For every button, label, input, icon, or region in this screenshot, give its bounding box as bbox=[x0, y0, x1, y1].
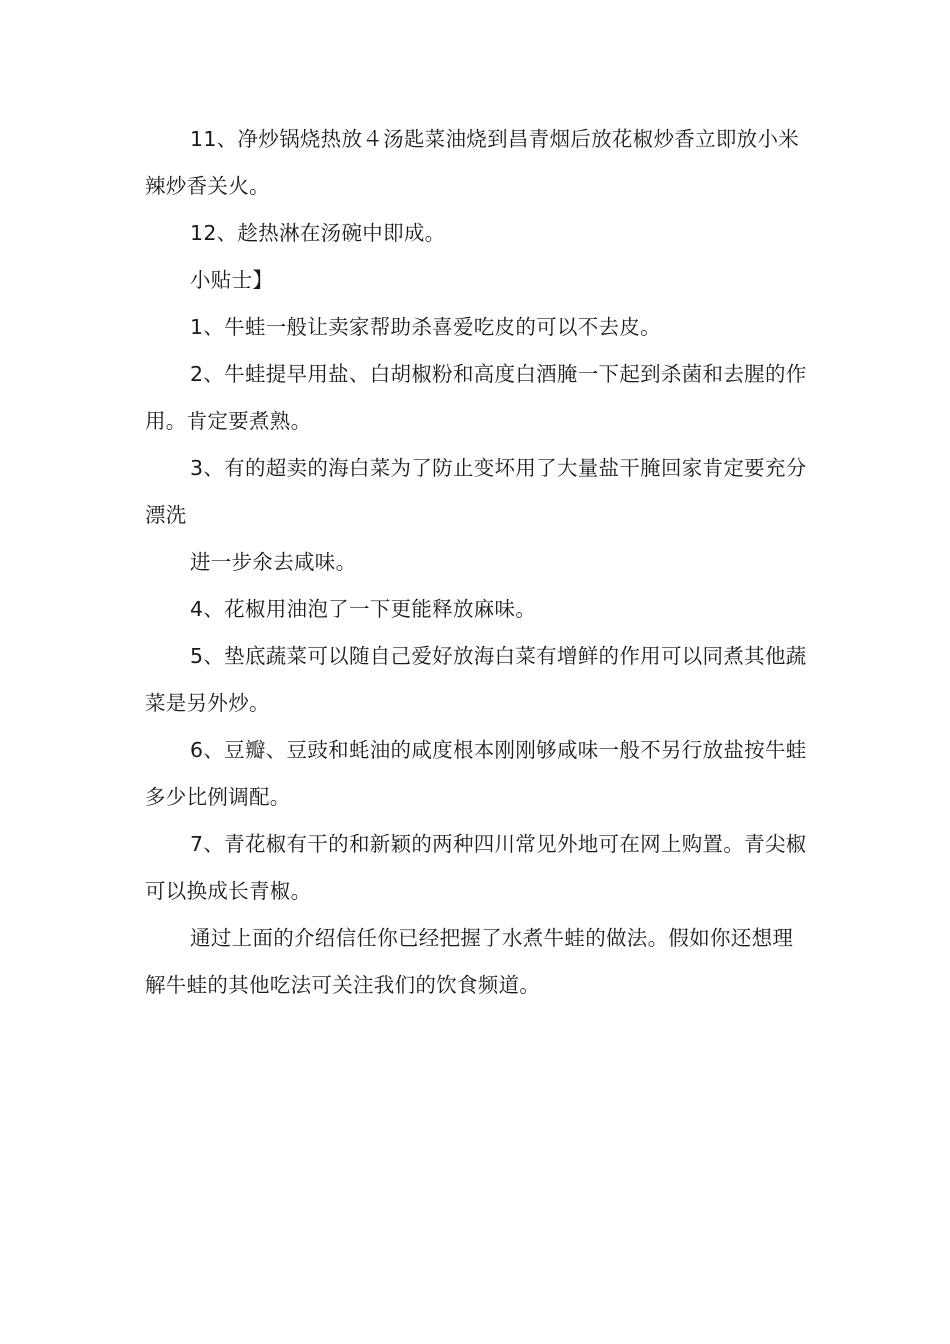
paragraph-tips-heading: 小贴士】 bbox=[190, 268, 274, 292]
paragraph-tip-3-continued: 进一步氽去咸味。 bbox=[190, 550, 357, 574]
paragraph-step-12: 12、趁热淋在汤碗中即成。 bbox=[190, 221, 446, 245]
paragraph-tip-6: 6、豆瓣、豆豉和蚝油的咸度根本刚刚够咸味一般不另行放盐按牛蛙多少比例调配。 bbox=[145, 738, 807, 809]
paragraph-tip-7: 7、青花椒有干的和新颖的两种四川常见外地可在网上购置。青尖椒可以换成长青椒。 bbox=[145, 832, 807, 903]
paragraph-conclusion: 通过上面的介绍信任你已经把握了水煮牛蛙的做法。假如你还想理解牛蛙的其他吃法可关注我们的饮食频道。 bbox=[145, 926, 794, 997]
paragraph-step-11: 11、净炒锅烧热放４汤匙菜油烧到昌青烟后放花椒炒香立即放小米辣炒香关火。 bbox=[145, 127, 800, 198]
paragraph-tip-2: 2、牛蛙提早用盐、白胡椒粉和高度白酒腌一下起到杀菌和去腥的作用。肯定要煮熟。 bbox=[145, 362, 807, 433]
paragraph-tip-4: 4、花椒用油泡了一下更能释放麻味。 bbox=[190, 597, 537, 621]
paragraph-tip-1: 1、牛蛙一般让卖家帮助杀喜爱吃皮的可以不去皮。 bbox=[190, 315, 661, 339]
document-body bbox=[145, 116, 810, 1009]
paragraph-tip-5: 5、垫底蔬菜可以随自己爱好放海白菜有增鲜的作用可以同煮其他蔬菜是另外炒。 bbox=[145, 644, 807, 715]
paragraph-tip-3: 3、有的超卖的海白菜为了防止变坏用了大量盐干腌回家肯定要充分漂洗 bbox=[145, 456, 807, 527]
